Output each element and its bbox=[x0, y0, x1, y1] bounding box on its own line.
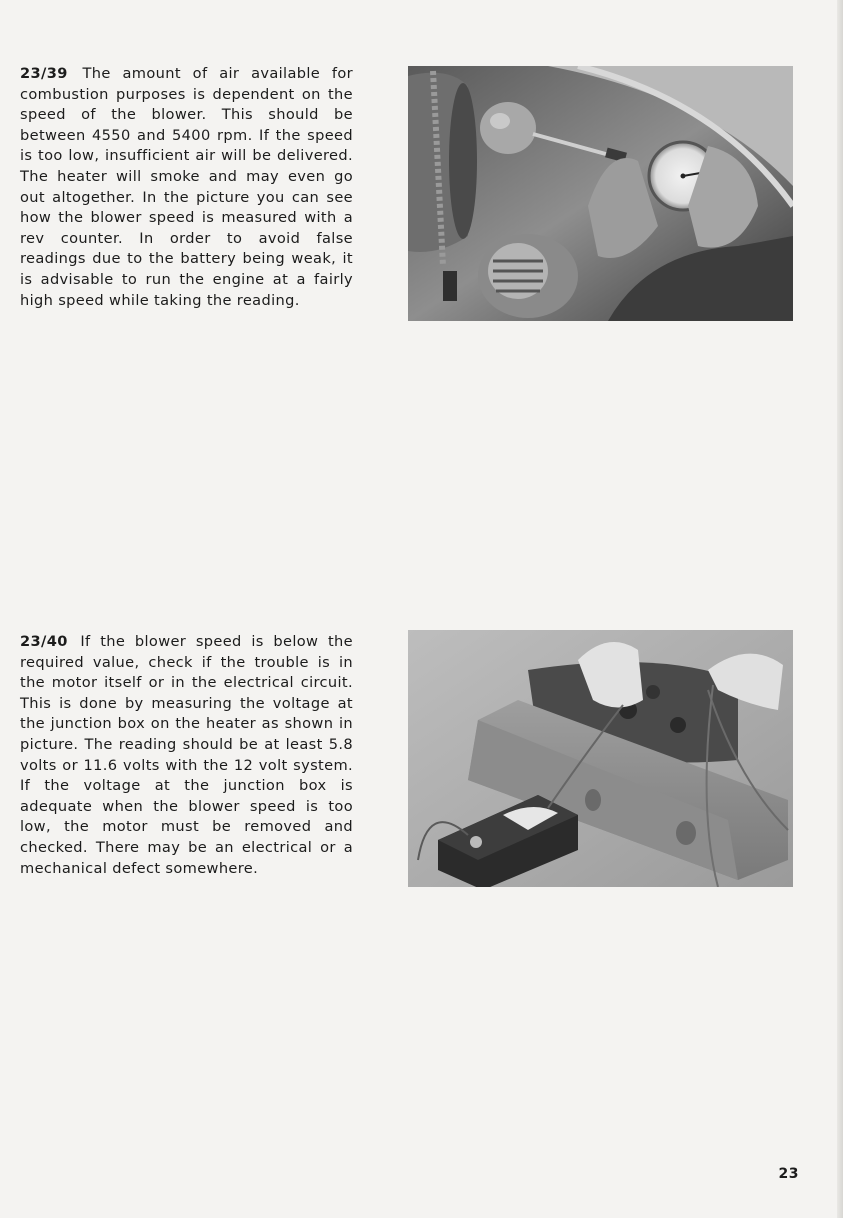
paragraph-23-39 bbox=[20, 64, 353, 311]
photo-rev-counter-measurement bbox=[408, 66, 793, 321]
paragraph-text: The amount of air available for combustion purposes is dependent on the speed of the blower. This should be between 4550 and 5400 rpm. If the speed is too low, insufficient air will be delivered. The heater will smoke and may even go out altogether. In the picture you can see how the blower speed is measured with a rev counter. In order to avoid false readings due to the battery being weak, it is advisable to run the engine at a fairly high speed while taking the reading. bbox=[20, 65, 353, 309]
section-number: 23/40 bbox=[20, 633, 68, 650]
paragraph-23-40 bbox=[20, 632, 353, 879]
photo-voltage-measurement bbox=[408, 630, 793, 887]
paragraph-text: If the blower speed is below the required value, check if the trouble is in the motor itself or in the electrical circuit. This is done by measuring the voltage at the junction box on the heater as shown in picture. The reading should be at least 5.8 volts or 11.6 volts with the 12 volt system. If the voltage at the junction box is adequate when the blower speed is too low, the motor must be removed and checked. There may be an electrical or a mechanical defect somewhere. bbox=[20, 633, 353, 877]
page-edge bbox=[837, 0, 843, 1218]
section-number: 23/39 bbox=[20, 65, 68, 82]
page-number: 23 bbox=[778, 1166, 799, 1182]
